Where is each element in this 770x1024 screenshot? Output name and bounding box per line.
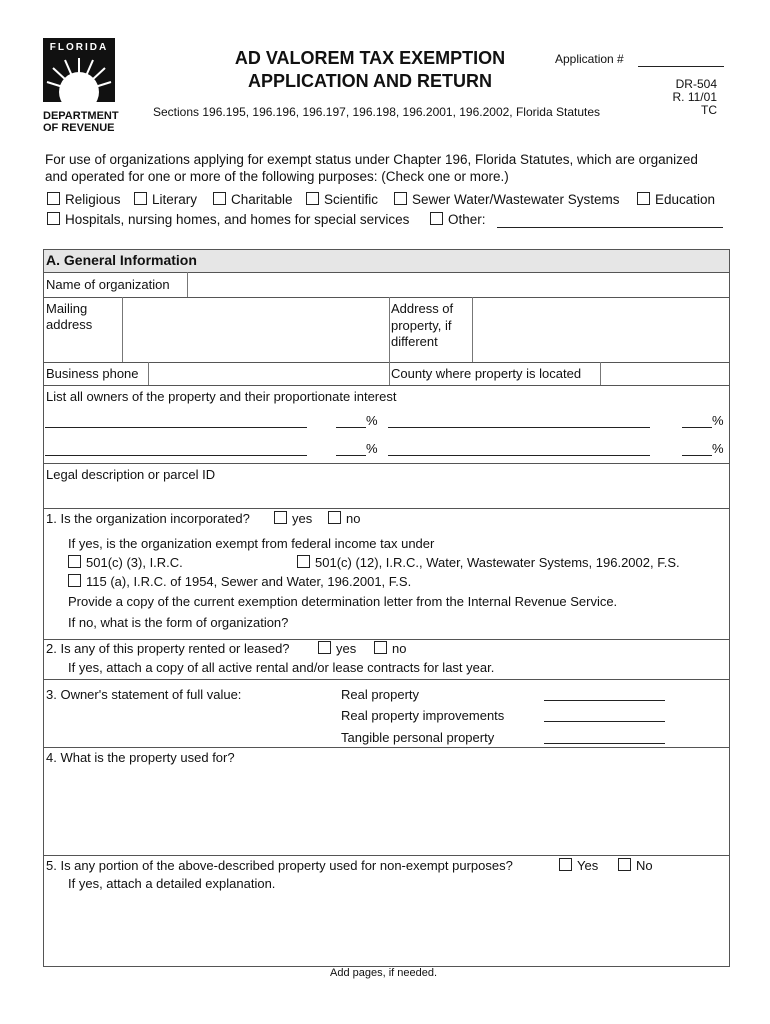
q1-115a-checkbox[interactable]: 115 (a), I.R.C. of 1954, Sewer and Water, 196.2001, F.S. xyxy=(68,574,411,589)
business-phone-field[interactable] xyxy=(149,363,389,385)
purpose-sewer-water[interactable]: Sewer Water/Wastewater Systems xyxy=(394,192,620,207)
application-number-label: Application # xyxy=(555,52,624,66)
q1-provide: Provide a copy of the current exemption determination letter from the Internal Revenue Service. xyxy=(68,594,618,609)
owner-pct-field[interactable] xyxy=(336,455,366,456)
intro-line-1: For use of organizations applying for exempt status under Chapter 196, Florida Statutes, which are organized xyxy=(45,152,698,167)
application-number-field[interactable] xyxy=(638,66,724,67)
mailing-address-label: Mailing address xyxy=(46,301,93,332)
owners-label: List all owners of the property and their proportionate interest xyxy=(46,389,397,404)
q3-text: 3. Owner's statement of full value: xyxy=(46,687,242,702)
business-phone-label: Business phone xyxy=(46,366,139,381)
improvements-value-field[interactable] xyxy=(544,721,665,722)
purpose-scientific[interactable]: Scientific xyxy=(306,192,378,207)
q1-text: 1. Is the organization incorporated? xyxy=(46,511,250,526)
q5-yes-checkbox[interactable]: Yes xyxy=(559,858,598,873)
q1-sub: If yes, is the organization exempt from federal income tax under xyxy=(68,536,435,551)
q1-ifno: If no, what is the form of organization? xyxy=(68,615,289,630)
real-property-value-field[interactable] xyxy=(544,700,665,701)
q1-no-checkbox[interactable]: no xyxy=(328,511,360,526)
q3-improvements: Real property improvements xyxy=(341,708,505,723)
property-address-field[interactable] xyxy=(473,298,729,362)
county-field[interactable] xyxy=(601,363,729,385)
q1-yes-checkbox[interactable]: yes xyxy=(274,511,312,526)
q2-text: 2. Is any of this property rented or leased? xyxy=(46,641,290,656)
purpose-religious[interactable]: Religious xyxy=(47,192,121,207)
q5-no-checkbox[interactable]: No xyxy=(618,858,653,873)
footer-note: Add pages, if needed. xyxy=(330,967,438,979)
form-page: FLORIDA DEPARTMENT OF REVENUE AD VALOREM TAX EXEMPTION APPLICATION AND RETURN Application # DR-504 R. 11/01 TC Sections 196.195, 196.196, 196.197, 196.198, 196.2001, 196.2002, Florida Statutes For use of organizations applying for exempt status under Chapter 196, Florida Statutes, which are organized and operated for one or more of the following purposes: (Check one or more.) Religious Literary Charitable Scientific Sewer Water/Wastewater Systems Education Hospitals, nursing homes, and homes for special services Other: A. General Information Name of organization Mailing address Address of property, if different Business phone County where property is located List all owners of the property and their proportionate interest % % % % Legal description or parcel ID 1. Is the organization incorporated? yes no If yes, is the organization exempt from federal income tax under 501(c) (3), I.R.C. 501(c) (12), I.R.C., Water, Wastewater Systems, 196.2002, F.S. 115 (a), I.R.C. of 1954, Sewer and Water, 196.2001, F.S. Provide a copy of the current exemption determination letter from the Internal Revenue Service. If no, what is the form of organization? 2. Is any of this property rented or leased? yes no If yes, attach a copy of all active rental and/or lease contracts for last year. 3. Owner's statement of full value: Real property Real property improvements Tangible personal property 4. What is the property used for? 5. Is any portion of the above-described property used for non-exempt purposes? Yes No If yes, attach a detailed explanation. Add pages, if needed. xyxy=(0,0,770,1024)
q3-real-property: Real property xyxy=(341,687,420,702)
mailing-address-field[interactable] xyxy=(123,298,389,362)
form-title: AD VALOREM TAX EXEMPTION APPLICATION AND RETURN xyxy=(234,48,506,91)
owner-pct-field[interactable] xyxy=(682,427,712,428)
sun-rays-icon xyxy=(43,38,115,102)
purpose-literary[interactable]: Literary xyxy=(134,192,197,207)
form-number: DR-504 R. 11/01 TC xyxy=(672,77,717,117)
purpose-education[interactable]: Education xyxy=(637,192,715,207)
owner-name-field[interactable] xyxy=(388,455,650,456)
q1-501c3-checkbox[interactable]: 501(c) (3), I.R.C. xyxy=(68,555,183,570)
owner-name-field[interactable] xyxy=(388,427,650,428)
property-address-label: Address of property, if different xyxy=(391,301,454,349)
q2-no-checkbox[interactable]: no xyxy=(374,641,406,656)
owner-name-field[interactable] xyxy=(45,427,307,428)
county-label: County where property is located xyxy=(391,366,582,381)
statutes: Sections 196.195, 196.196, 196.197, 196.198, 196.2001, 196.2002, Florida Statutes xyxy=(153,105,601,119)
owner-pct-field[interactable] xyxy=(682,455,712,456)
purpose-hospitals[interactable]: Hospitals, nursing homes, and homes for special services xyxy=(47,212,409,227)
purpose-other[interactable]: Other: xyxy=(430,212,486,227)
q2-yes-checkbox[interactable]: yes xyxy=(318,641,356,656)
q5-text: 5. Is any portion of the above-described property used for non-exempt purposes? xyxy=(46,858,513,873)
q5-sub: If yes, attach a detailed explanation. xyxy=(68,876,276,891)
owner-pct-field[interactable] xyxy=(336,427,366,428)
other-field[interactable] xyxy=(497,227,723,228)
purpose-charitable[interactable]: Charitable xyxy=(213,192,293,207)
intro-line-2: and operated for one or more of the following purposes: (Check one or more.) xyxy=(45,169,509,184)
name-of-organization-label: Name of organization xyxy=(46,277,170,292)
name-of-organization-field[interactable] xyxy=(188,273,729,297)
q4-text: 4. What is the property used for? xyxy=(46,750,235,765)
tangible-value-field[interactable] xyxy=(544,743,665,744)
q1-501c12-checkbox[interactable]: 501(c) (12), I.R.C., Water, Wastewater Systems, 196.2002, F.S. xyxy=(297,555,680,570)
dor-logo: FLORIDA DEPARTMENT OF REVENUE xyxy=(43,38,115,134)
legal-description-label: Legal description or parcel ID xyxy=(46,467,216,482)
q2-sub: If yes, attach a copy of all active rental and/or lease contracts for last year. xyxy=(68,660,495,675)
q3-tangible: Tangible personal property xyxy=(341,730,495,745)
owner-name-field[interactable] xyxy=(45,455,307,456)
section-a-title: A. General Information xyxy=(46,252,197,268)
